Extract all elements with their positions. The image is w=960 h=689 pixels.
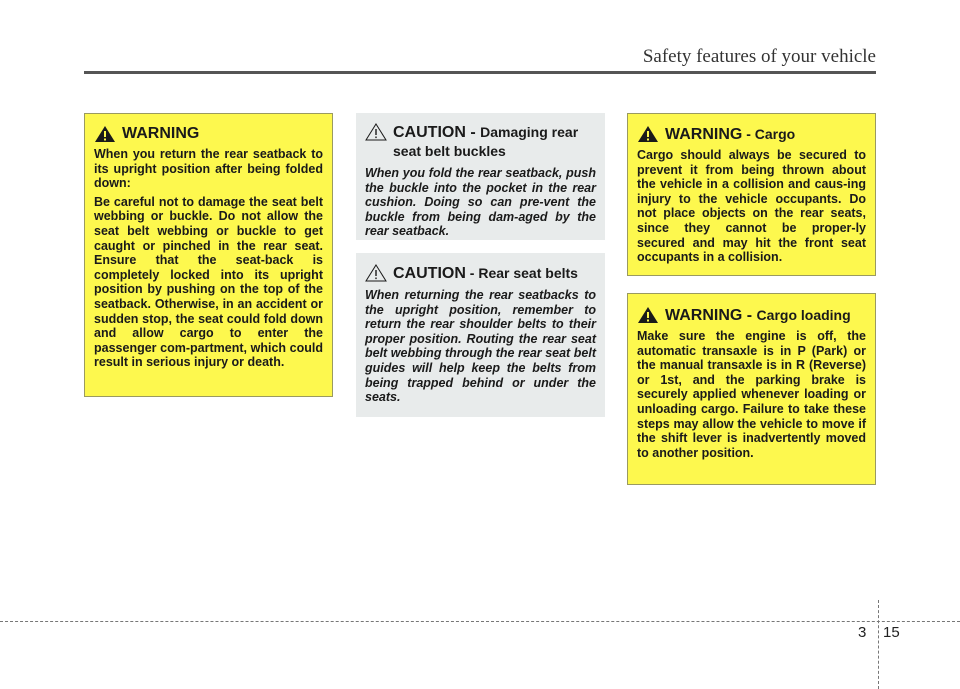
footer-rule (0, 621, 960, 622)
chapter-number: 3 (858, 624, 867, 641)
warning-heading-suffix: Cargo loading (756, 307, 851, 323)
caution-heading-suffix: - Rear seat belts (465, 265, 578, 281)
warning-box-seatback (84, 113, 333, 397)
warning-triangle-icon (637, 306, 659, 324)
warning-heading-suffix: - Cargo (742, 126, 796, 142)
caution-heading-label: CAUTION - (393, 124, 481, 141)
page-number-divider (878, 600, 879, 689)
warning-heading-text (665, 306, 851, 325)
warning-paragraph: Cargo should always be secured to prevent it from being thrown about the vehicle in a collision and caus-ing injury to the vehicle occupants. Do not place objects on the rear seats, since they cannot be proper-ly secured and may hit the front seat occupants in a collision. (637, 148, 866, 265)
caution-paragraph: When returning the rear seatbacks to the upright position, remember to return the rear shoulder belts to their proper position. Routing the rear seat belt webbing through the rear seat belt guides will help keep the belts from being trapped behind or under the seats. (365, 288, 596, 405)
warning-paragraph: Be careful not to damage the seat belt webbing or buckle. Do not allow the seat belt webbing or buckle to get caught or pinched in the rear seat. Ensure that the seat-back is completely locked into its upright position by pushing on the top of the seatback. Otherwise, in an accident or sudden stop, the seat could fold down and allow cargo to enter the passenger com-partment, which could result in serious injury or death. (94, 194, 323, 370)
warning-heading-label: WARNING (665, 126, 743, 143)
caution-heading-suffix: Damaging rear seat belt buckles (393, 124, 579, 159)
warning-heading-label: WARNING - (665, 307, 757, 324)
caution-heading-text (393, 264, 578, 283)
warning-heading-text (665, 125, 795, 144)
header-rule (84, 71, 876, 74)
warning-heading (94, 125, 323, 143)
warning-box-cargo-loading (627, 293, 876, 485)
warning-box-cargo (627, 113, 876, 276)
warning-triangle-icon (94, 125, 116, 143)
warning-heading-label: WARNING (122, 125, 200, 142)
caution-heading (365, 123, 596, 161)
warning-heading (637, 306, 866, 325)
warning-paragraph: When you return the rear seatback to its upright position after being folded down: (94, 147, 323, 191)
caution-heading (365, 264, 596, 283)
caution-triangle-icon (365, 123, 387, 141)
caution-box-buckles (356, 113, 605, 240)
page-number: 15 (883, 624, 900, 641)
warning-triangle-icon (637, 125, 659, 143)
page-header-title: Safety features of your vehicle (642, 46, 876, 67)
caution-paragraph: When you fold the rear seatback, push the buckle into the pocket in the rear cushion. Doing so can pre-vent the buckle from being dam-aged by the rear seatback. (365, 166, 596, 239)
caution-triangle-icon (365, 264, 387, 282)
caution-box-seat-belts (356, 253, 605, 417)
warning-paragraph: Make sure the engine is off, the automatic transaxle is in P (Park) or the manual transaxle is in R (Reverse) or 1st, and the parking brake is securely applied whenever loading or unloading cargo. Failure to take these steps may allow the vehicle to move if the shift lever is inadvertently moved to another position. (637, 329, 866, 460)
warning-heading (637, 125, 866, 144)
caution-heading-text (393, 123, 596, 161)
caution-heading-label: CAUTION (393, 265, 466, 282)
